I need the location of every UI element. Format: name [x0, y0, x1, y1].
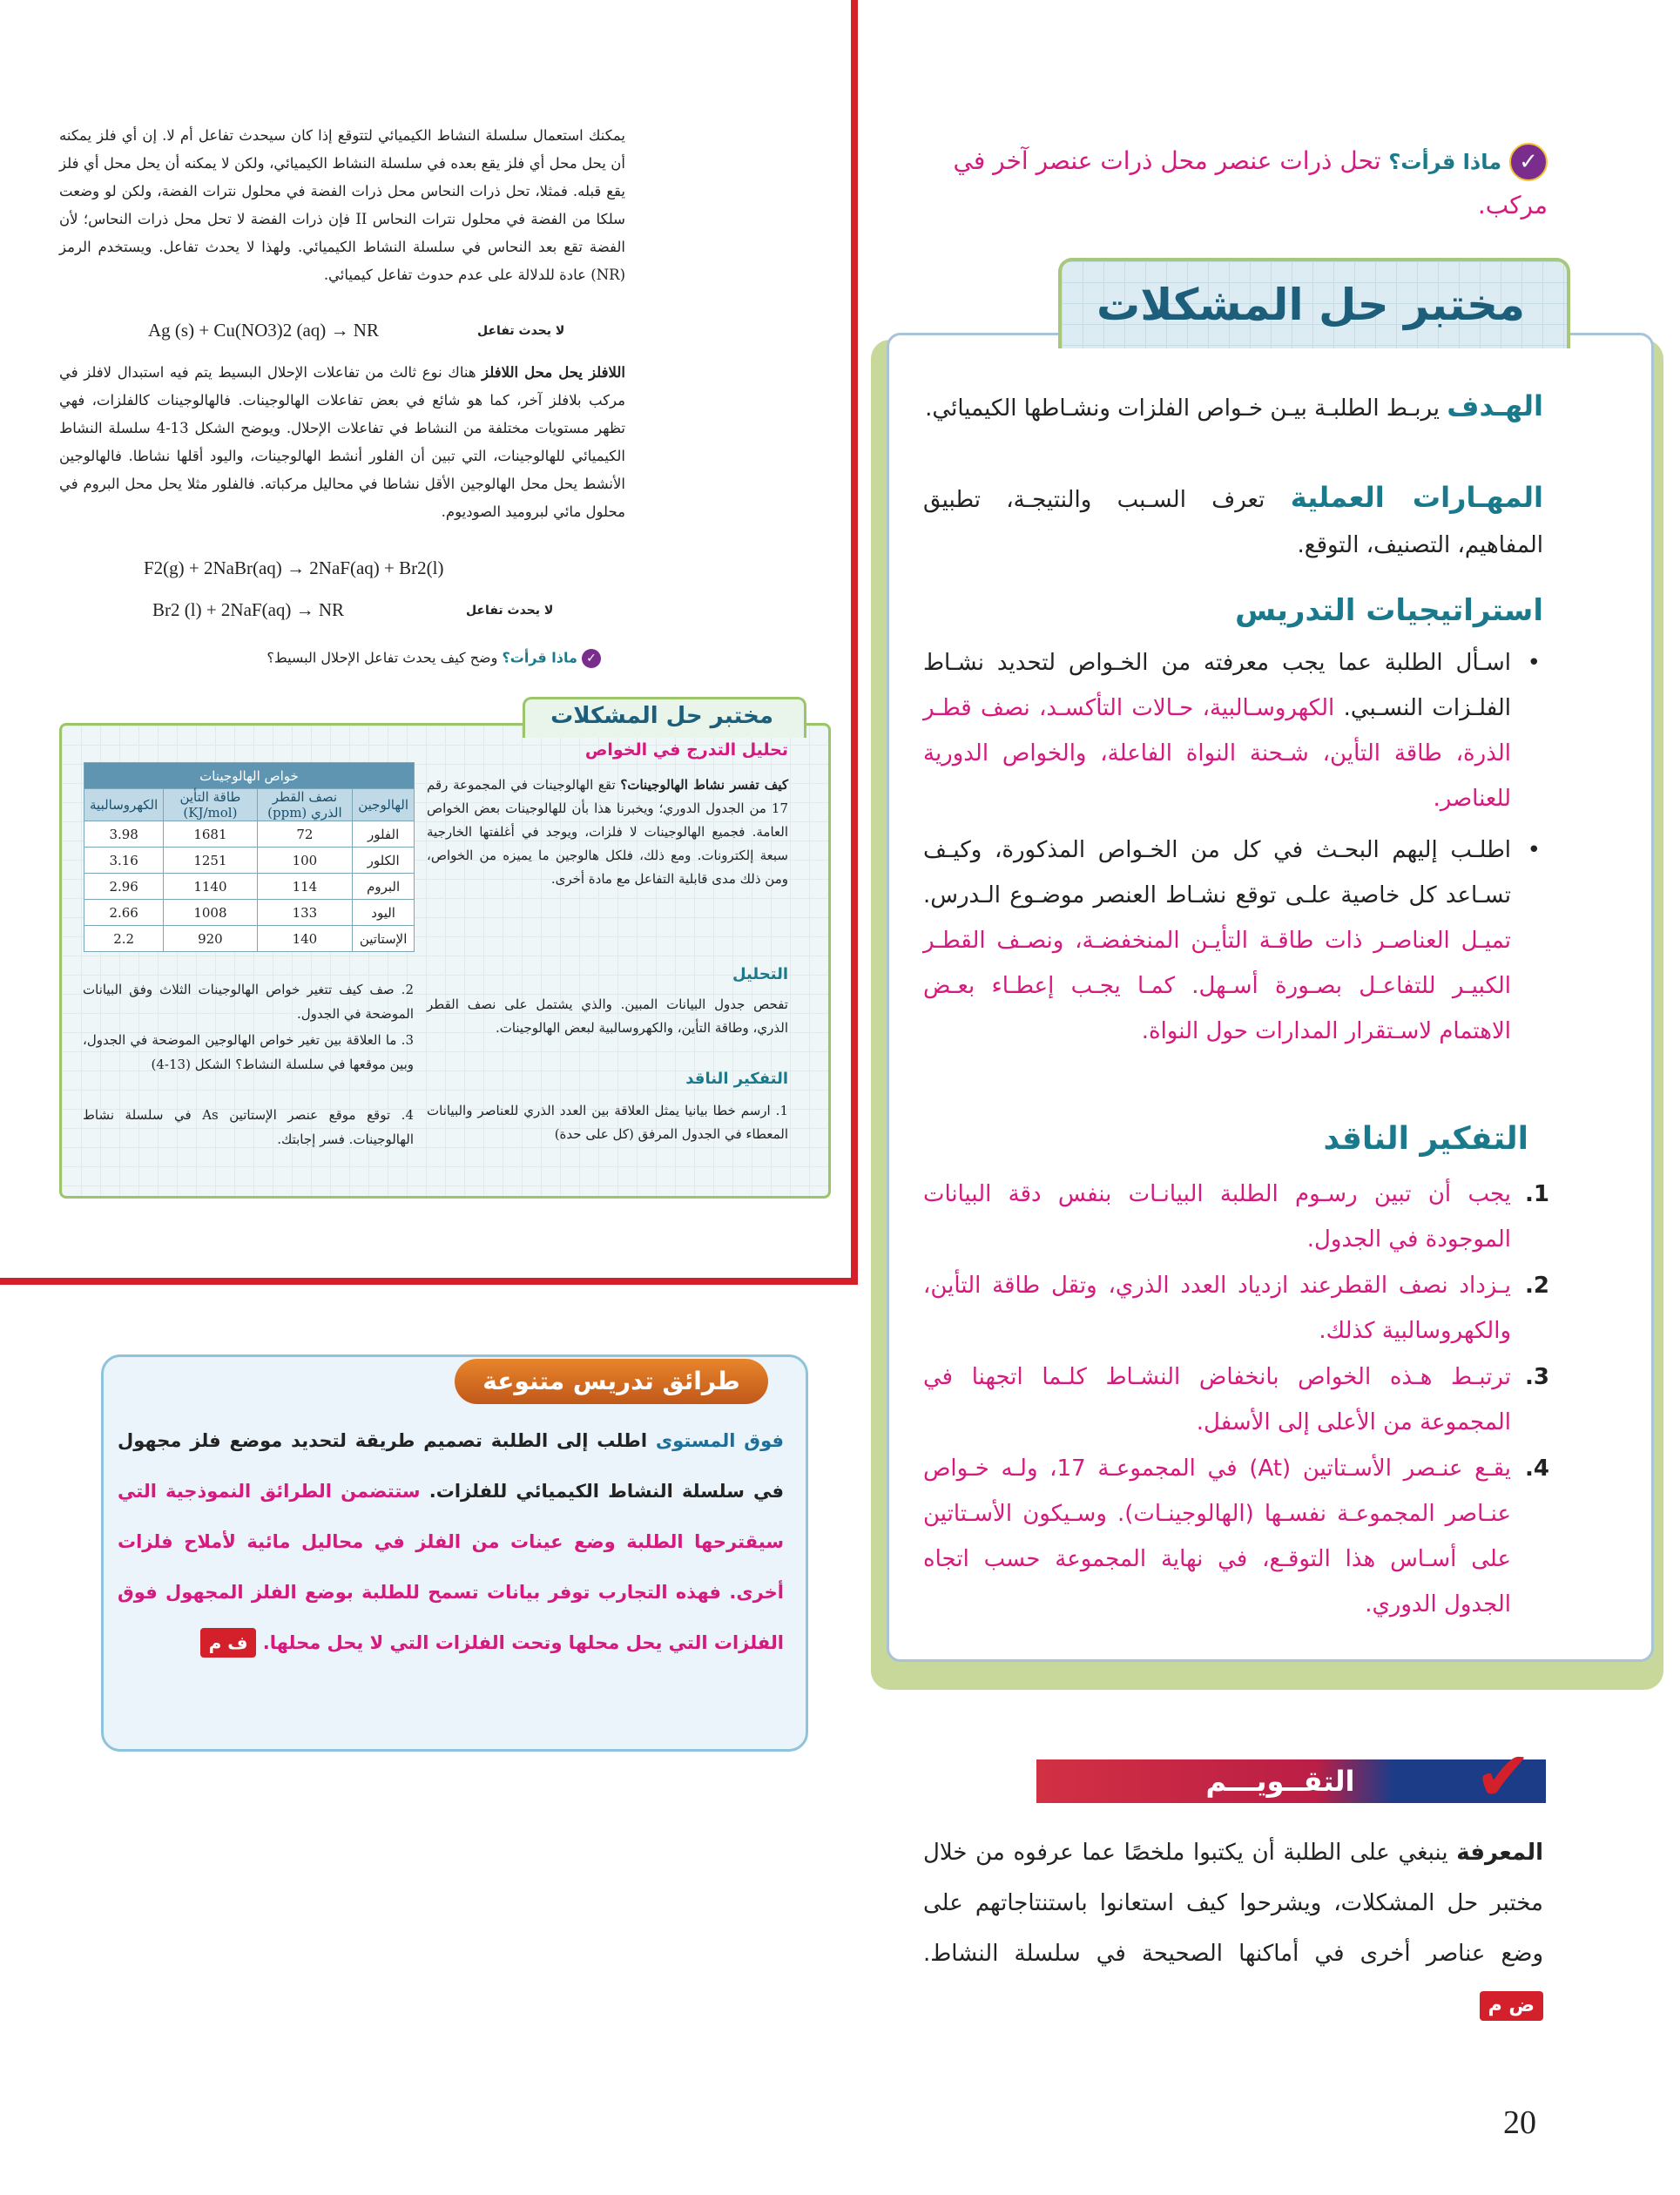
assessment-title: التقــويـــم [1205, 1765, 1355, 1798]
checkmark-icon: ✓ [582, 649, 601, 668]
assessment-text [923, 1827, 1543, 2030]
assessment-label: المعرفة [1456, 1840, 1543, 1866]
lab-skills [923, 475, 1543, 568]
skills-label: المهـارات العملية [1290, 481, 1543, 514]
small-lab-q4: 4. توقع موقع عنصر الإستاتين As في سلسلة نشاط الهالوجينات. فسر إجابتك. [83, 1107, 414, 1147]
answer-text: يجب أن تبين رسـوم الطلبة البيانـات بنفس دقة البيانات الموجودة في الجدول. [923, 1181, 1511, 1253]
nonmetal-lead: اللافلز يحل محل اللافلز [482, 364, 625, 381]
lab-goal [923, 383, 1543, 431]
answer-4 [923, 1446, 1549, 1627]
activity-series-paragraph: يمكنك استعمال سلسلة النشاط الكيميائي لتتوقع إذا كان سيحدث تفاعل أم لا. إن أي فلز يمكنه أن يحل محل أي فلز يقع بعده في سلسلة النشاط الكيميائي، ولكن لا يمكنه أن يحل محل أي فلز يقع قبله. فمثلا، تحل ذرات النحاس محل ذرات الفضة في محلول نترات الفضة، ولكن لو وضعت سلكا من الفضة في محلول نترات النحاس II فإن ذرات الفضة لا تحل محل ذرات النحاس؛ لأن الفضة تقع بعد النحاس في سلسلة النشاط الكيميائي. ولهذا لا يحدث تفاعل. ويستخدم الرمز (NR) عادة للدلالة على عدم حدوث تفاعل كيميائي. [59, 127, 625, 283]
table-cell: البروم [353, 874, 415, 900]
level-tag: ف م [200, 1628, 257, 1658]
small-lab-question-text: تقع الهالوجينات في المجموعة رقم 17 من الجدول الدوري؛ ويخبرنا هذا بأن للهالوجينات بعض الخواص العامة. فجميع الهالوجينات لا فلزات، ويوجد في أغلفتها الخارجية سبعة إلكترونات. ومع ذلك، فلكل هالوجين ما يميزه من الخواص، ومن ذلك مدى قابلية التفاعل مع مادة أخرى. [427, 777, 788, 887]
nonmetal-paragraph [59, 359, 625, 526]
answer-number: 4. [1525, 1455, 1549, 1482]
answer-number: 1. [1525, 1181, 1549, 1207]
table-header: طاقة التأين (KJ/mol) [164, 789, 257, 821]
answer-2 [923, 1263, 1549, 1354]
small-lab-subtitle: تحليل التدرج في الخواص [584, 740, 788, 760]
bullet-2-answer: تميـل العناصـر ذات طاقـة التأيـن المنخفضـة، ونصـف القطـر الكبيـر للتفاعـل بصـورة أسـهل. كمـا يجـب إعطـاء بعـض الاهتمام لاسـتقرار المدارات حول النواة. [923, 928, 1511, 1044]
equation-br-no-reaction: Br2 (l) + 2NaF(aq) → NR [152, 599, 345, 620]
small-lab-question-lead: كيف تفسر نشاط الهالوجينات؟ [620, 777, 788, 793]
table-cell: 100 [257, 848, 353, 874]
checkmark-icon: ✓ [1509, 143, 1548, 181]
table-cell: 2.66 [84, 900, 164, 926]
table-cell: 2.2 [84, 926, 164, 952]
table-row [84, 874, 415, 900]
table-row [84, 848, 415, 874]
table-header: الهالوجين [353, 789, 415, 821]
goal-label: الهـدف [1447, 389, 1543, 422]
table-cell: 1251 [164, 848, 257, 874]
table-row [84, 900, 415, 926]
table-cell: 3.16 [84, 848, 164, 874]
table-cell: اليود [353, 900, 415, 926]
goal-text: يربـط الطلبـة بيـن خـواص الفلزات ونشـاطها الكيميائي. [925, 395, 1440, 422]
table-cell: 114 [257, 874, 353, 900]
table-cell: 133 [257, 900, 353, 926]
assessment-tag: ض م [1480, 1991, 1543, 2021]
answer-text: يـزداد نصف القطرعند ازدياد العدد الذري، وتقل طاقة التأين، والكهروسالبية كذلك. [923, 1273, 1511, 1344]
page-number: 20 [1503, 2104, 1536, 2141]
answer-1 [923, 1172, 1549, 1262]
table-cell: 1681 [164, 821, 257, 848]
table-cell: 1008 [164, 900, 257, 926]
small-lab-question [427, 773, 788, 891]
small-lab-analysis-text: تفحص جدول البيانات المبين. والذي يشتمل على نصف القطر الذري، وطاقة التأين، والكهروسالبية لبعض الهالوجينات. [427, 996, 788, 1036]
teacher-read-check [928, 139, 1548, 227]
halogen-properties-table [84, 762, 415, 952]
skills-text: تعرف السـبب والنتيجـة، تطبيق المفاهيم، التصنيف، التوقع. [923, 487, 1543, 558]
table-cell: الفلور [353, 821, 415, 848]
equation-text: Ag (s) + Cu(NO3)2 (aq) → NR [148, 320, 379, 341]
differentiated-title: طرائق تدريس متنوعة [482, 1367, 740, 1395]
table-cell: 3.98 [84, 821, 164, 848]
table-row [84, 821, 415, 848]
bullet-icon: • [1527, 837, 1541, 863]
table-row [84, 926, 415, 952]
read-check-label: ماذا قرأت؟ [502, 649, 577, 666]
small-lab-title: مختبر حل المشكلات [550, 703, 773, 729]
strategy-bullet-2 [923, 827, 1541, 1054]
no-reaction-label-1: لا يحدث تفاعل [477, 324, 565, 338]
read-check-question: وضح كيف يحدث تفاعل الإحلال البسيط؟ [267, 649, 498, 666]
no-reaction-label-2: لا يحدث تفاعل [466, 604, 554, 618]
bullet-1-answer: الكهروسـالبية، حـالات التأكسـد، نصف قطـر الذرة، طاقة التأين، شـحنة النواة الفاعلة، والخواص الدورية للعناصر. [923, 695, 1511, 812]
table-cell: 140 [257, 926, 353, 952]
student-read-check [200, 649, 601, 668]
bullet-icon: • [1527, 650, 1541, 676]
answer-text: يقـع عنـصر الأسـتاتين (At) في المجموعـة 17، ولـه خـواص عنـاصر المجموعـة نفسـها (الهالوجينـات). وسـيكون الأسـتاتين على أسـاس هذا التوقـع، في نهاية المجموعة حسب اتجاه الجدول الدوري. [923, 1455, 1512, 1618]
level-label: فوق المستوى [655, 1430, 784, 1451]
table-header: الكهروسالبية [84, 789, 164, 821]
table-caption: خواص الهالوجينات [84, 763, 415, 789]
checkmark-icon: ✔ [1474, 1738, 1532, 1816]
differentiated-answer: ستتضمن الطرائق النموذجية التي سيقترحها الطلبة وضع عينات من الفلز في محاليل مائية لأملاح فلزات أخرى. فهذه التجارب توفر بيانات تسمح للطلبة بوضع الفلز المجهول فوق الفلزات التي يحل محلها وتحت الفلزات التي لا يحل محلها. [118, 1481, 784, 1653]
small-lab-q2: 2. صف كيف تتغير خواص الهالوجينات الثلاث وفق البيانات الموضحة في الجدول. [83, 982, 414, 1022]
bullet-1-text: اسـأل الطلبة عما يجب معرفته من الخـواص لتحديد نشـاط الفلـزات النسـبي. [923, 650, 1511, 721]
table-cell: 1140 [164, 874, 257, 900]
assessment-body: ينبغي على الطلبة أن يكتبوا ملخصًا عما عرفوه من خلال مختبر حل المشكلات، ويشرحوا كيف استعانوا باستنتاجاتهم على وضع عناصر أخرى في أماكنها الصحيحة في سلسلة النشاط. [923, 1840, 1543, 1967]
strategy-bullet-1 [923, 640, 1541, 821]
read-check-answer: تحل ذرات عنصر محل ذرات عنصر آخر في مركب. [953, 146, 1548, 220]
small-lab-critical-head: التفكير الناقد [685, 1070, 788, 1088]
table-cell: 920 [164, 926, 257, 952]
answer-3 [923, 1354, 1549, 1445]
read-check-label: ماذا قرأت؟ [1388, 150, 1502, 174]
table-cell: الكلور [353, 848, 415, 874]
problem-lab-title: مختبر حل المشكلات [1096, 280, 1525, 330]
differentiated-instruction: اطلب إلى الطلبة تصميم طريقة لتحديد موضع فلز مجهول في سلسلة النشاط الكيميائي للفلزات. [118, 1430, 784, 1502]
answer-number: 3. [1525, 1364, 1549, 1390]
bullet-2-text: اطلـب إليهم البحـث في كل من الخـواص المذكورة، وكيـف تسـاعد كل خاصية علـى توقع نشـاط العنصر موضـوع الـدرس. [923, 837, 1511, 908]
table-cell: 72 [257, 821, 353, 848]
equation-fluorine-bromide: F2(g) + 2NaBr(aq) → 2NaF(aq) + Br2(l) [144, 557, 444, 578]
answer-text: ترتبـط هـذه الخواص بانخفاض النشـاط كلـما اتجهنا في المجموعة من الأعلى إلى الأسفل. [923, 1364, 1511, 1435]
small-lab-q3: 3. ما العلاقة بين تغير خواص الهالوجين الموضحة في الجدول، وبين موقعها في سلسلة النشاط؟ الشكل (13-4) [83, 1032, 414, 1072]
equation-ag-no-reaction [148, 320, 379, 341]
small-lab-q1: 1. ارسم خطا بيانيا يمثل العلاقة بين العدد الذري للعناصر والبيانات المعطاء في الجدول المرفق (كل على حدة) [427, 1103, 788, 1142]
table-header: نصف القطر الذري (ppm) [257, 789, 353, 821]
differentiated-text [118, 1415, 784, 1668]
answer-number: 2. [1525, 1273, 1549, 1299]
nonmetal-body: هناك نوع ثالث من تفاعلات الإحلال البسيط يتم فيه استبدال لافلز في مركب بلافلز آخر، كما هو شائع في بعض تفاعلات الهالوجينات. فالهالوجينات كالفلزات، فهي تظهر مستويات مختلفة من النشاط في تفاعلات الإحلال. ويوضح الشكل 13-4 سلسلة النشاط الكيميائي للهالوجينات، التي تبين أن الفلور أنشط الهالوجينات، واليود أقلها نشاطا. فالهالوجين الأنشط يحل محل الهالوجين الأقل نشاطا في محاليل مركباته. فالفلور مثلا يحل محل البروم في محلول مائي لبروميد الصوديوم. [59, 364, 626, 520]
small-lab-analysis-head: التحليل [732, 965, 788, 983]
table-cell: 2.96 [84, 874, 164, 900]
table-cell: الإستاتين [353, 926, 415, 952]
critical-thinking-heading: التفكير الناقد [1323, 1121, 1528, 1157]
strategies-heading: استراتيجيات التدريس [1235, 593, 1543, 628]
